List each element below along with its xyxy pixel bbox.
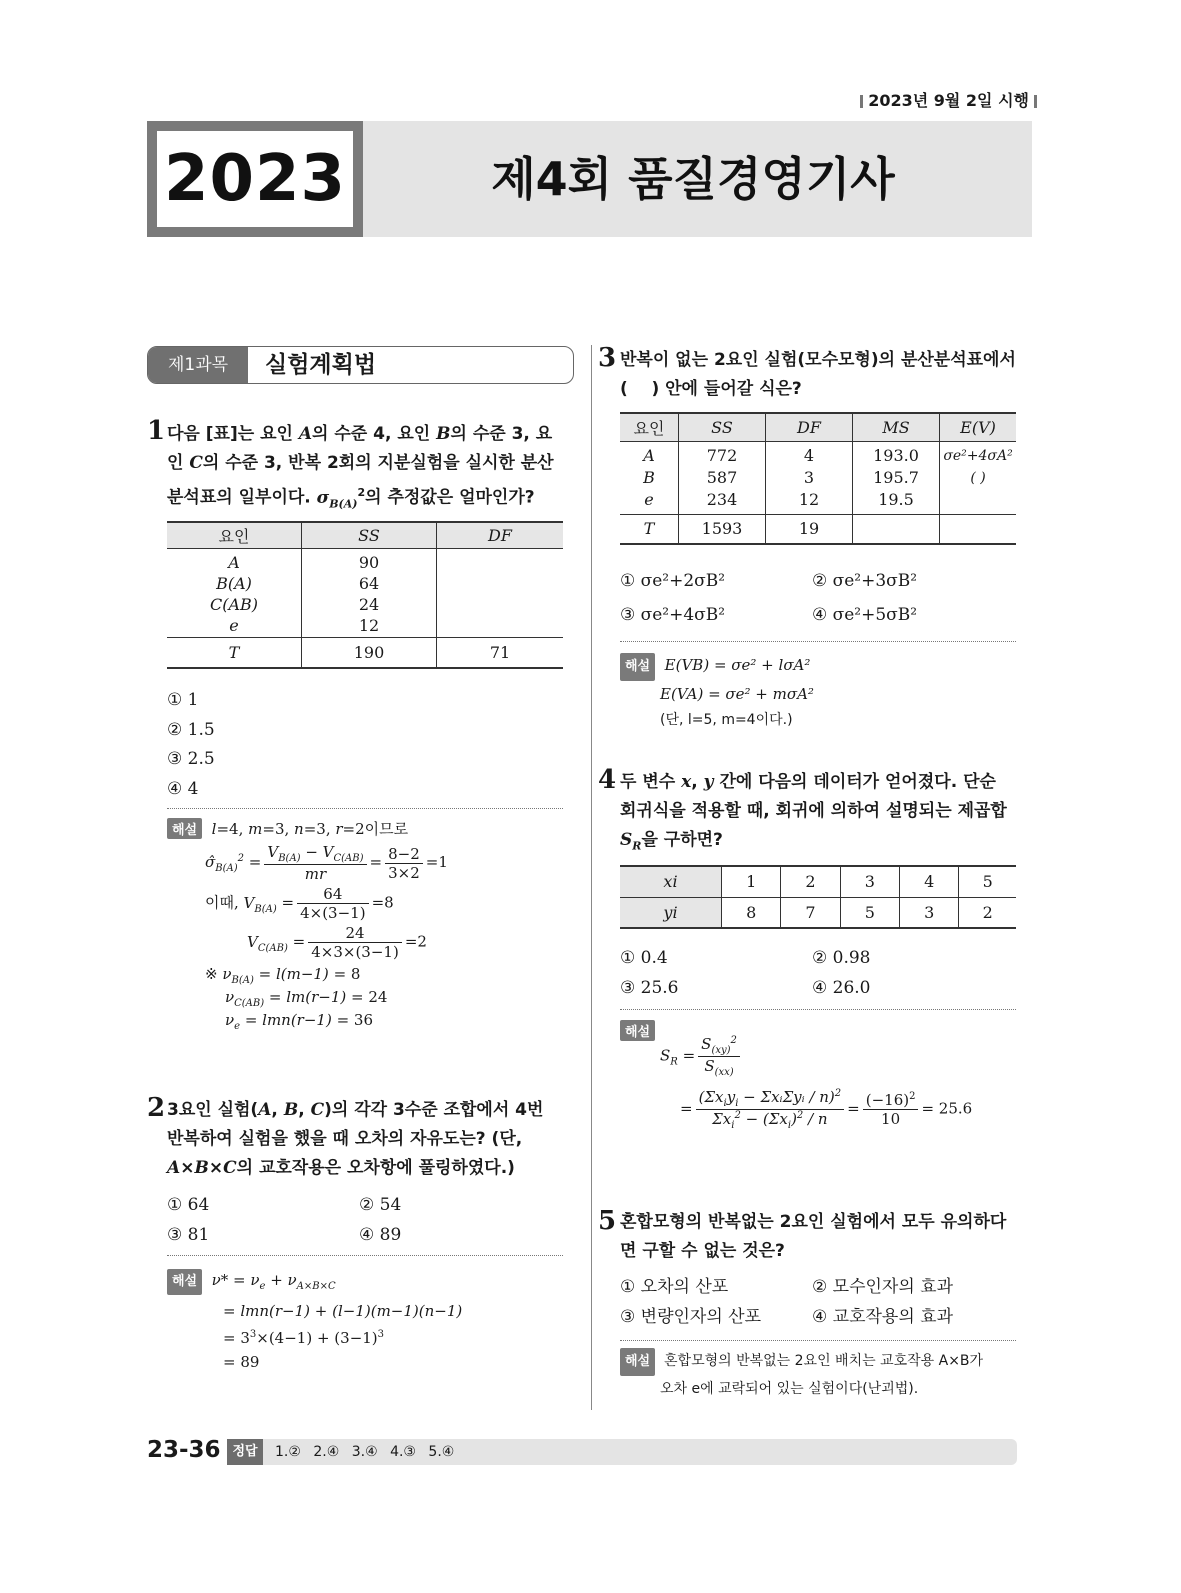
question-number: 1	[147, 416, 166, 446]
page-title: 제4회 품질경영기사	[491, 152, 895, 206]
question-number: 3	[598, 343, 617, 373]
dotted-separator	[620, 1009, 1016, 1010]
solution-q1: 해설 l=4, m=3, n=3, r=2이므로 $\sigmâ_{B(A)}^2$ = $\frac{V_{B(A)} - V_{C(AB)}}{mr}$ = $\frac{8-2}{3\times 2}$ =1 이때, $V_{B(A)}$ = $\frac{64}{4\times(3-1)}$ =8 $V_{C(AB)}$ = $\frac{24}{4\times 3\times(3-1)}$ =2 ※ $\nu_{B(A)} = l(m-1) = 8$ $\nu_{C(AB)} = lm(r-1) = 24$ $\nu_e = lmn(r-1) = 36$	[167, 818, 563, 1032]
subject-name: 실험계획법	[265, 352, 377, 378]
question-number: 5	[598, 1206, 617, 1236]
option[interactable]: ④ 교호작용의 효과	[812, 1307, 954, 1327]
table-header: E(V)	[960, 417, 996, 437]
total-ms	[853, 514, 940, 544]
option[interactable]: ④ σe²+5σB²	[812, 605, 918, 625]
table-header: MS	[853, 413, 940, 441]
dotted-separator	[620, 641, 1016, 642]
x-cell: 2	[781, 866, 840, 897]
option[interactable]: ③ σe²+4σB²	[620, 605, 726, 625]
option[interactable]: ② σe²+3σB²	[812, 571, 918, 591]
exam-date	[0, 88, 1042, 111]
total-df: 19	[766, 514, 853, 544]
option[interactable]: ① 64	[167, 1195, 210, 1215]
y-cell: 7	[781, 897, 840, 928]
anova-table-q1	[167, 521, 563, 669]
question-number: 4	[598, 765, 617, 795]
dotted-separator	[167, 1255, 563, 1256]
dotted-separator	[167, 808, 563, 809]
x-label: xi	[620, 866, 722, 897]
solution-label: 해설	[167, 1269, 202, 1295]
question-text: 3요인 실험(A, B, C)의 각각 3수준 조합에서 4번 반복하여 실험을 했을 때 오차의 자유도는? (단, A×B×C의 교호작용은 오차항에 풀링하였다.)	[167, 1100, 544, 1178]
divider-bar-left	[860, 95, 863, 108]
column-divider	[591, 345, 592, 1410]
option[interactable]: ④ 4	[167, 778, 199, 799]
exam-date-text: 2023년 9월 2일 시행	[868, 91, 1029, 110]
options-q4	[620, 944, 1016, 1003]
answer-bar	[227, 1439, 1017, 1465]
options-q2	[167, 1191, 563, 1250]
solution-label: 해설	[167, 818, 202, 839]
x-cell: 4	[900, 866, 959, 897]
option[interactable]: ③ 변량인자의 산포	[620, 1307, 762, 1327]
option[interactable]: ① 0.4	[620, 948, 668, 968]
data-table-q4	[620, 865, 1016, 929]
solution-q2: 해설 $\nu* = \nu_e + \nu_{A\times B\times C}$ = lmn(r−1) + (l−1)(m−1)(n−1) = $3^3\times(4-1) + (3-1)^3$ = 89	[167, 1268, 563, 1374]
option[interactable]: ③ 25.6	[620, 977, 679, 998]
option[interactable]: ② 0.98	[812, 948, 871, 968]
solution-label: 해설	[620, 1348, 655, 1376]
answer-list: 1.② 2.④ 3.④ 4.③ 5.④	[275, 1444, 455, 1460]
options-q5	[620, 1272, 1016, 1332]
option[interactable]: ① 1	[167, 690, 199, 710]
option[interactable]: ① σe²+2σB²	[620, 571, 726, 591]
divider-bar-right	[1034, 95, 1037, 108]
options-q3	[620, 564, 1016, 632]
table-header: SS	[679, 413, 766, 441]
solution-q3: 해설 E(VB) = σe² + lσA² E(VA) = σe² + mσA² (단, l=5, m=4이다.)	[620, 652, 1016, 733]
option[interactable]: ② 1.5	[167, 719, 215, 740]
x-cell: 1	[722, 866, 781, 897]
total-ss: 1593	[679, 514, 766, 544]
option[interactable]: ① 오차의 산포	[620, 1277, 729, 1297]
total-ev	[940, 514, 1017, 544]
option[interactable]: ② 54	[359, 1195, 402, 1215]
table-header: 요인	[167, 522, 302, 549]
factor-cell: A B e	[620, 441, 679, 514]
table-header: 요인	[620, 413, 679, 441]
question-text: 반복이 없는 2요인 실험(모수모형)의 분산분석표에서 ( ) 안에 들어갈 식은?	[620, 350, 1016, 399]
question-text: 두 변수 x, y 간에 다음의 데이터가 얻어졌다. 단순 회귀식을 적용할 때, 회귀에 의하여 설명되는 제곱합 $S_R$을 구하면?	[620, 772, 1007, 853]
option[interactable]: ③ 81	[167, 1224, 210, 1245]
table-header: SS	[302, 522, 437, 549]
answer-label: 정답	[227, 1439, 263, 1465]
dotted-separator	[620, 1340, 1016, 1341]
solution-q5: 해설 혼합모형의 반복없는 2요인 배치는 교호작용 A×B가 오차 e에 교락되어 있는 실험이다(난괴법).	[620, 1348, 1020, 1402]
options-q1	[167, 686, 215, 804]
option[interactable]: ③ 2.5	[167, 749, 215, 769]
option[interactable]: ④ 26.0	[812, 977, 871, 998]
solution-q4: 해설 $S_R$ = $\frac{S_{(xy)}^2}{S_{(xx)}}$ = $\frac{(\Sigma x_iy_i - \Sigma xᵢ\Sigma yᵢ / n)^2}{\Sigma x_i^2 - (\Sigma x_i)^2 / n}$ = $\frac{(-16)^2}{10}$ = 25.6	[620, 1020, 1016, 1131]
total-ss: 190	[302, 638, 437, 668]
subject-header	[147, 346, 574, 384]
ss-cell: 90 64 24 12	[302, 549, 437, 638]
df-cell	[437, 549, 564, 638]
table-header: DF	[488, 526, 512, 545]
x-cell: 3	[840, 866, 899, 897]
y-cell: 5	[840, 897, 899, 928]
ev-cell: σe²+4σA² ( )	[943, 447, 1013, 486]
total-label: T	[620, 514, 679, 544]
solution-label: 해설	[620, 1020, 655, 1041]
total-label: T	[167, 638, 302, 668]
x-cell: 5	[982, 872, 993, 892]
y-cell: 2	[982, 902, 993, 922]
ss-cell: 772 587 234	[679, 441, 766, 514]
y-label: yi	[620, 897, 722, 928]
question-number: 2	[147, 1093, 166, 1123]
y-cell: 8	[722, 897, 781, 928]
table-header: DF	[766, 413, 853, 441]
y-cell: 3	[900, 897, 959, 928]
factor-cell: A B(A) C(AB) e	[167, 549, 302, 638]
solution-label: 해설	[620, 653, 655, 681]
question-text: 다음 [표]는 요인 A의 수준 4, 요인 B의 수준 3, 요 인 C의 수준 3, 반복 2회의 지분실험을 실시한 분산 분석표의 일부이다. $\sigma_{B(A)}^2$의 추정값은 얼마인가?	[167, 424, 554, 511]
question-text: 혼합모형의 반복없는 2요인 실험에서 모두 유의하다 면 구할 수 없는 것은?	[620, 1212, 1007, 1261]
total-df: 71	[489, 642, 511, 662]
df-cell: 4 3 12	[766, 441, 853, 514]
page-number: 23-36	[147, 1437, 221, 1463]
year-label: 2023	[157, 131, 353, 227]
option[interactable]: ④ 89	[359, 1224, 402, 1245]
subject-tag: 제1과목	[148, 347, 248, 383]
anova-table-q3	[620, 412, 1016, 545]
ms-cell: 193.0 195.7 19.5	[853, 441, 940, 514]
option[interactable]: ② 모수인자의 효과	[812, 1277, 954, 1297]
